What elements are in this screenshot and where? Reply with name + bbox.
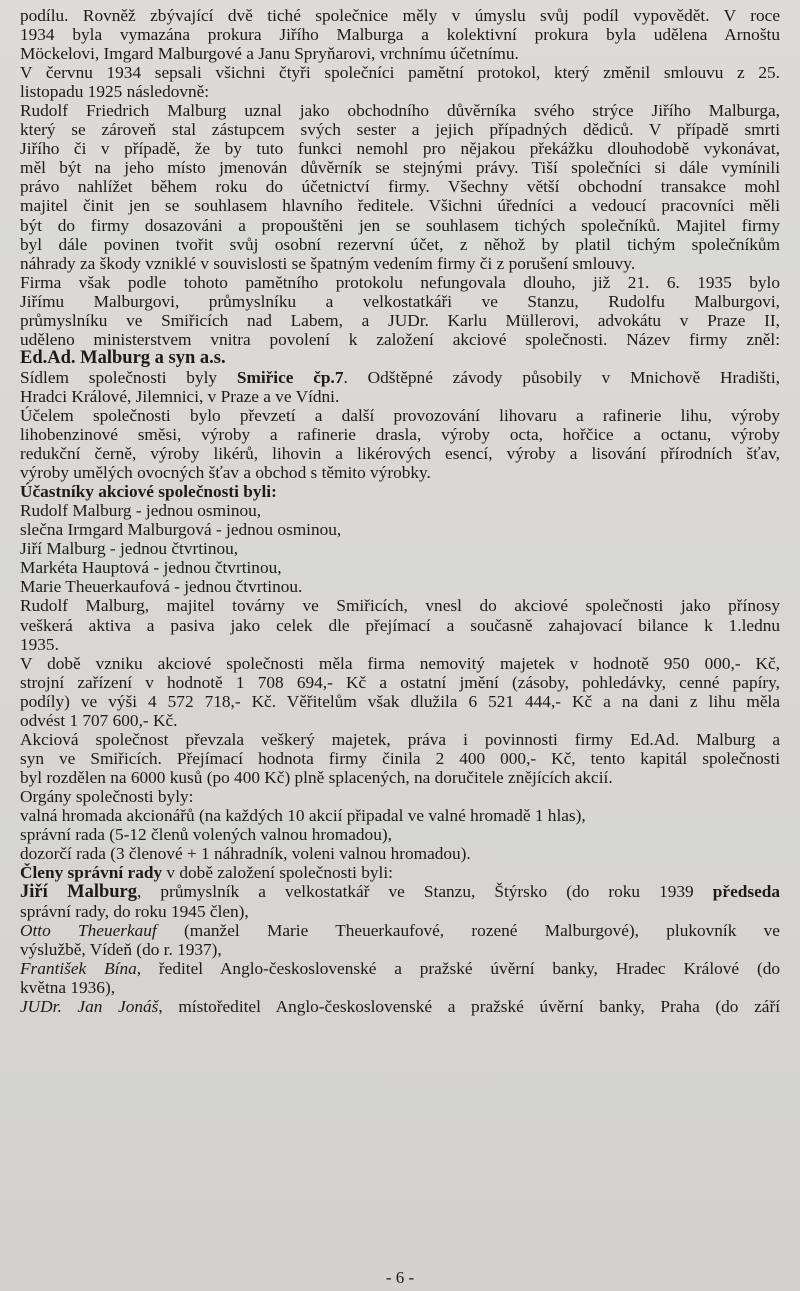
text-line: Orgány společnosti byly: [20,786,194,806]
board-member: Jiří Malburg, průmyslník a velkostatkář ve Stanzu, Štýrsko (do roku 1939 předseda [20,882,780,903]
text-line: průmyslníku ve Smiřicích nad Labem, a JUDr. Karlu Müllerovi, advokátu v Praze II, [20,310,780,330]
text-line: byl rozdělen na 6000 kusů (po 400 Kč) plně splacených, na doručitele znějících akcií. [20,767,613,787]
text-line: majitel činit jen se souhlasem hlavního ředitele. Všichni úředníci a vedoucí pracovníci měli [20,196,780,216]
text-line: Sídlem společnosti byly Smiřice čp.7. Odštěpné závody působily v Mnichově Hradišti, [20,367,780,387]
text-line: veškerá aktiva a pasiva jako celek dle přejímací a současně zahajovací bilance k 1.lednu [20,615,780,635]
list-item: dozorčí rada (3 členové + 1 náhradník, voleni valnou hromadou). [20,844,471,864]
text-line: Účelem společnosti bylo převzetí a další provozování lihovaru a rafinerie lihu, výroby [20,405,780,425]
text-line: Rudolf Malburg, majitel továrny ve Smiřicích, vnesl do akciové společnosti jako přínosy [20,596,780,616]
text-line: redukční černě, výroby likérů, lihovin a likérových esencí, výroby a lisování přírodních šťav, [20,444,780,464]
list-item: valná hromada akcionářů (na každých 10 akcií připadal ve valné hromadě 1 hlas), [20,805,586,825]
section-heading: Členy správní rady v době založení společnosti byli: [20,863,393,883]
text-line: podílu. Rovněž zbývající dvě tiché společnice měly v úmyslu svůj podíl vypovědět. V roce [20,6,780,25]
text-line: 1934 byla vymazána prokura Jiřího Malburga a kolektivní prokura byla udělena Arnoštu [20,25,780,45]
seat-address: Smiřice čp.7 [236,367,344,387]
company-name: Ed.Ad. Malburg a syn a.s. [20,347,226,368]
text-line: výslužbě, Vídeň (do r. 1937), [20,940,222,960]
text-line: listopadu 1925 následovně: [20,82,210,102]
list-item: Rudolf Malburg - jednou osminou, [20,501,262,521]
text-line: právo nahlížet během roku do účetnictví firmy. Všechny větší obchodní transakce mohl [20,177,780,197]
text-line: náhrady za škody vzniklé v souvislosti se špatným vedením firmy či z porušení smlouvy. [20,253,636,273]
text-line: měl být na jeho místo jmenován důvěrník se stejnými právy. Tiší společníci si dále vymínili [20,158,780,178]
text-line: Firma však podle tohoto pamětního protokolu nefungovala dlouho, již 21. 6. 1935 bylo [20,272,780,292]
list-item: slečna Irmgard Malburgová - jednou osminou, [20,520,342,540]
body-text [20,6,780,1016]
text-line: Jiřího či v případě, že by tuto funkci nemohl pro nějakou překážku dlouhodobě vykonávat, [20,139,780,159]
page-number: - 6 - [385,1268,415,1287]
text-line: Jiřímu Malburgovi, průmyslníku a velkostatkáři ve Stanzu, Rudolfu Malburgovi, [20,291,780,311]
text-line: správní rady, do roku 1945 člen), [20,902,249,922]
list-item: Marie Theuerkaufová - jednou čtvrtinou. [20,577,303,597]
list-item: Markéta Hauptová - jednou čtvrtinou, [20,558,282,578]
section-heading: Účastníky akciové společnosti byli: [20,482,277,502]
text-line: května 1936), [20,978,116,998]
text-line: syn ve Smiřicích. Přejímací hodnota firmy činila 2 400 000,- Kč, tento kapitál společnosti [20,748,780,768]
text-line: Hradci Králové, Jilemnici, v Praze a ve Vídni. [20,386,340,406]
text-line: 1935. [20,634,59,654]
text-line: V červnu 1934 sepsali všichni čtyři společníci pamětní protokol, který změnil smlouvu z 25. [20,63,780,83]
text-line: Rudolf Friedrich Malburg uznal jako obchodního důvěrníka svého strýce Jiřího Malburga, [20,101,780,121]
list-item: správní rada (5-12 členů volených valnou hromadou), [20,825,392,845]
board-member: František Bína, ředitel Anglo-československé a pražské úvěrní banky, Hradec Králové (do [20,959,780,979]
text-line: který se zároveň stal zástupcem svých sester a jejich případných dědiců. V případě smrti [20,120,780,140]
board-member: JUDr. Jan Jonáš, místoředitel Anglo-československé a pražské úvěrní banky, Praha (do září [20,997,780,1017]
text-line: podíly) ve výši 4 572 718,- Kč. Věřitelům však dlužila 6 521 444,- Kč a na dani z lihu měla [20,691,780,711]
text-line: výroby umělých ovocných šťav a obchod s těmito výrobky. [20,463,431,483]
text-line: být do firmy dosazováni a propouštěni jen se souhlasem tichých společníků. Majitel firmy [20,215,780,235]
text-line: lihobenzinové směsi, výroby a rafinerie drasla, výroby octa, hořčice a octanu, výroby [20,425,780,445]
board-member: Otto Theuerkauf (manžel Marie Theuerkaufové, rozené Malburgové), plukovník ve [20,921,780,941]
text-line: odvést 1 707 600,- Kč. [20,710,178,730]
text-line: strojní zařízení v hodnotě 1 708 694,- Kč a ostatní jmění (zásoby, pohledávky, cenné papíry, [20,672,780,692]
text-line: Möckelovi, Imgard Malburgové a Janu Spryňarovi, vrchnímu účetnímu. [20,44,519,64]
text-line: Akciová společnost převzala veškerý majetek, práva i povinnosti firmy Ed.Ad. Malburg a [20,729,780,749]
text-line: uděleno ministerstvem vnitra povolení k založení akciové společnosti. Název firmy zněl: [20,329,780,349]
text-line: V době vzniku akciové společnosti měla firma nemovitý majetek v hodnotě 950 000,- Kč, [20,653,780,673]
list-item: Jiří Malburg - jednou čtvrtinou, [20,539,239,559]
text-line: byl dále povinen tvořit svůj osobní rezervní účet, z něhož by platil tichým společníkům [20,234,780,254]
